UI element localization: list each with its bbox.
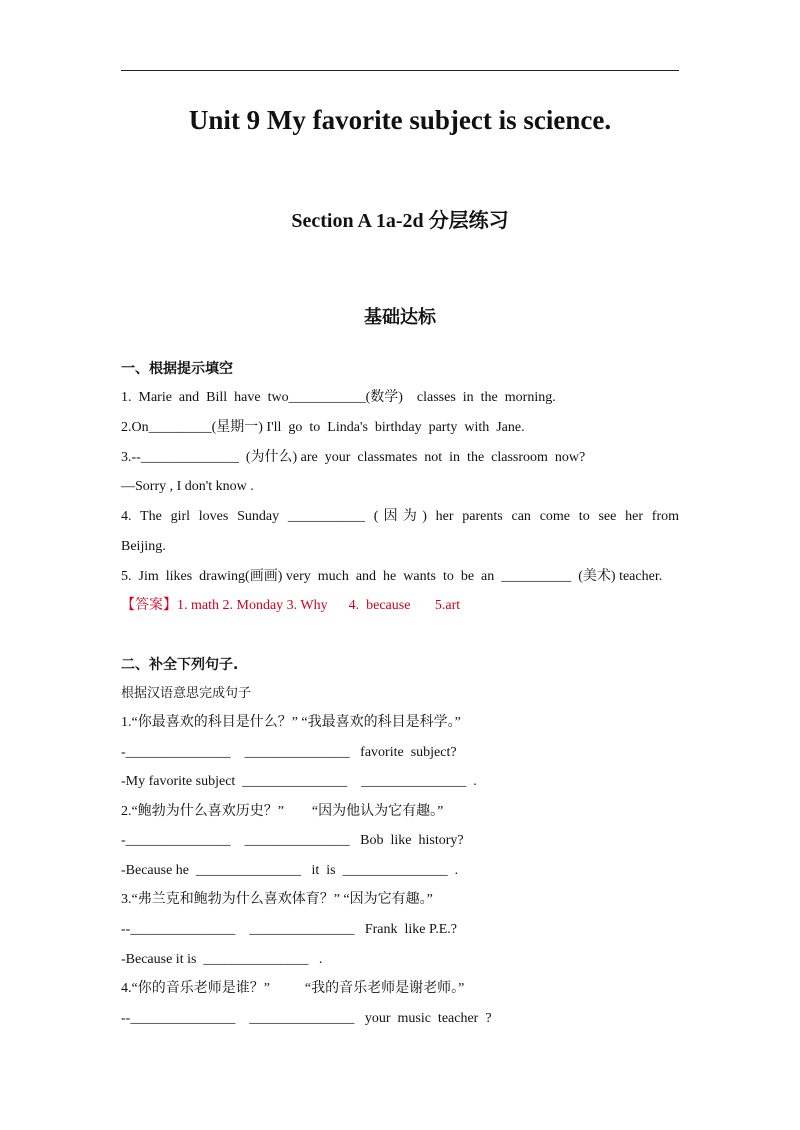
exercise-line: Beijing.	[121, 539, 166, 554]
exercise-line: 2.“鲍勃为什么喜欢历史？” “因为他认为它有趣。”	[121, 804, 444, 819]
answer-line: 【答案】1. math 2. Monday 3. Why 4. because 5.art	[121, 598, 461, 613]
exercise-line: -Because he _______________ it is _______________ .	[121, 863, 459, 878]
exercise-line: 4. The girl loves Sunday ___________ (因为) her parents can come to see her from	[121, 509, 679, 524]
exercise-line: -Because it is _______________ .	[121, 952, 323, 967]
header-rule	[121, 70, 679, 71]
exercise-line: --_______________ _______________ Frank like P.E.?	[121, 922, 457, 937]
exercise-line: 1. Marie and Bill have two___________(数学) classes in the morning.	[121, 390, 556, 405]
exercise-line: -_______________ _______________ Bob like history?	[121, 833, 464, 848]
document-title: Unit 9 My favorite subject is science.	[188, 105, 612, 135]
exercise-line: 3.--______________ (为什么) are your classmates not in the classroom now?	[121, 450, 586, 465]
exercise-line: 5. Jim likes drawing(画画) very much and he wants to be an __________ (美术) teacher.	[121, 569, 663, 584]
section-title: Section A 1a-2d 分层练习	[291, 210, 509, 232]
exercise-line: -My favorite subject _______________ _______________ .	[121, 774, 477, 789]
exercise-line: 1.“你最喜欢的科目是什么？” “我最喜欢的科目是科学。”	[121, 715, 461, 730]
exercise-line: --_______________ _______________ your music teacher ?	[121, 1011, 492, 1026]
instruction-line: 根据汉语意思完成句子	[121, 686, 252, 701]
exercise-line: 3.“弗兰克和鲍勃为什么喜欢体育？” “因为它有趣。”	[121, 892, 433, 907]
level-title: 基础达标	[364, 307, 436, 328]
exercise-line: —Sorry , I don't know .	[121, 479, 254, 494]
exercise-line: -_______________ _______________ favorite subject?	[121, 745, 457, 760]
exercise-line: 4.“你的音乐老师是谁？” “我的音乐老师是谢老师。”	[121, 981, 465, 996]
part1-heading: 一、根据提示填空	[121, 361, 233, 377]
part2-heading: 二、补全下列句子.	[121, 657, 239, 673]
exercise-line: 2.On_________(星期一) I'll go to Linda's birthday party with Jane.	[121, 420, 525, 435]
